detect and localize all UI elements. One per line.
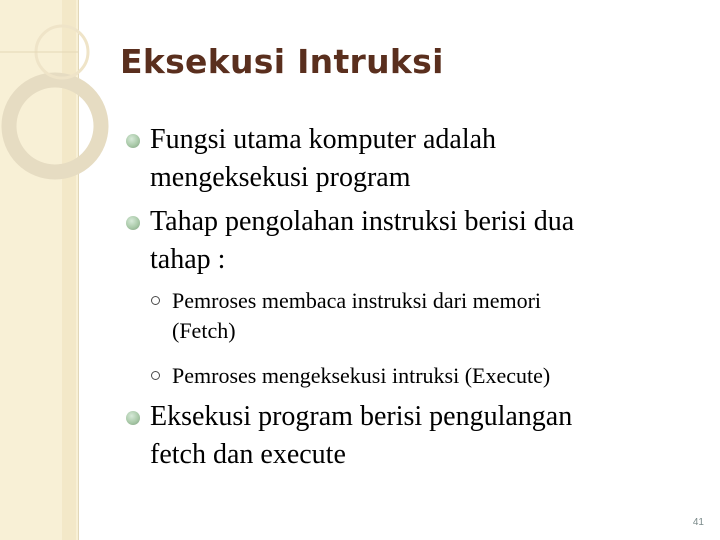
bullet-dot-icon (126, 134, 140, 148)
decorative-rings (0, 0, 130, 210)
sub-bullet-item (172, 361, 550, 391)
bullet-text-line: tahap : (150, 244, 226, 275)
slide-title: Eksekusi Intruksi (120, 42, 444, 81)
sub-bullet-ring-icon (151, 296, 160, 305)
sub-bullet-item (172, 286, 541, 346)
sub-bullet-text-line: Pemroses mengeksekusi intruksi (Execute) (172, 363, 551, 388)
page-number: 41 (692, 517, 704, 528)
sub-bullet-text-line: Pemroses membaca instruksi dari memori (172, 288, 542, 313)
bullet-text-line: fetch dan execute (150, 439, 346, 470)
bullet-item (150, 121, 496, 197)
bullet-item (150, 203, 574, 279)
sub-bullet-ring-icon (151, 371, 160, 380)
bullet-text-line: Fungsi utama komputer adalah (150, 124, 497, 155)
sub-bullet-text-line: (Fetch) (172, 318, 236, 343)
bullet-text-line: Eksekusi program berisi pengulangan (150, 401, 573, 432)
bullet-dot-icon (126, 216, 140, 230)
bullet-dot-icon (126, 411, 140, 425)
bullet-text-line: Tahap pengolahan instruksi berisi dua (150, 206, 575, 237)
bullet-text-line: mengeksekusi program (150, 162, 411, 193)
bullet-item (150, 398, 572, 474)
decor-ring-large (9, 80, 101, 172)
